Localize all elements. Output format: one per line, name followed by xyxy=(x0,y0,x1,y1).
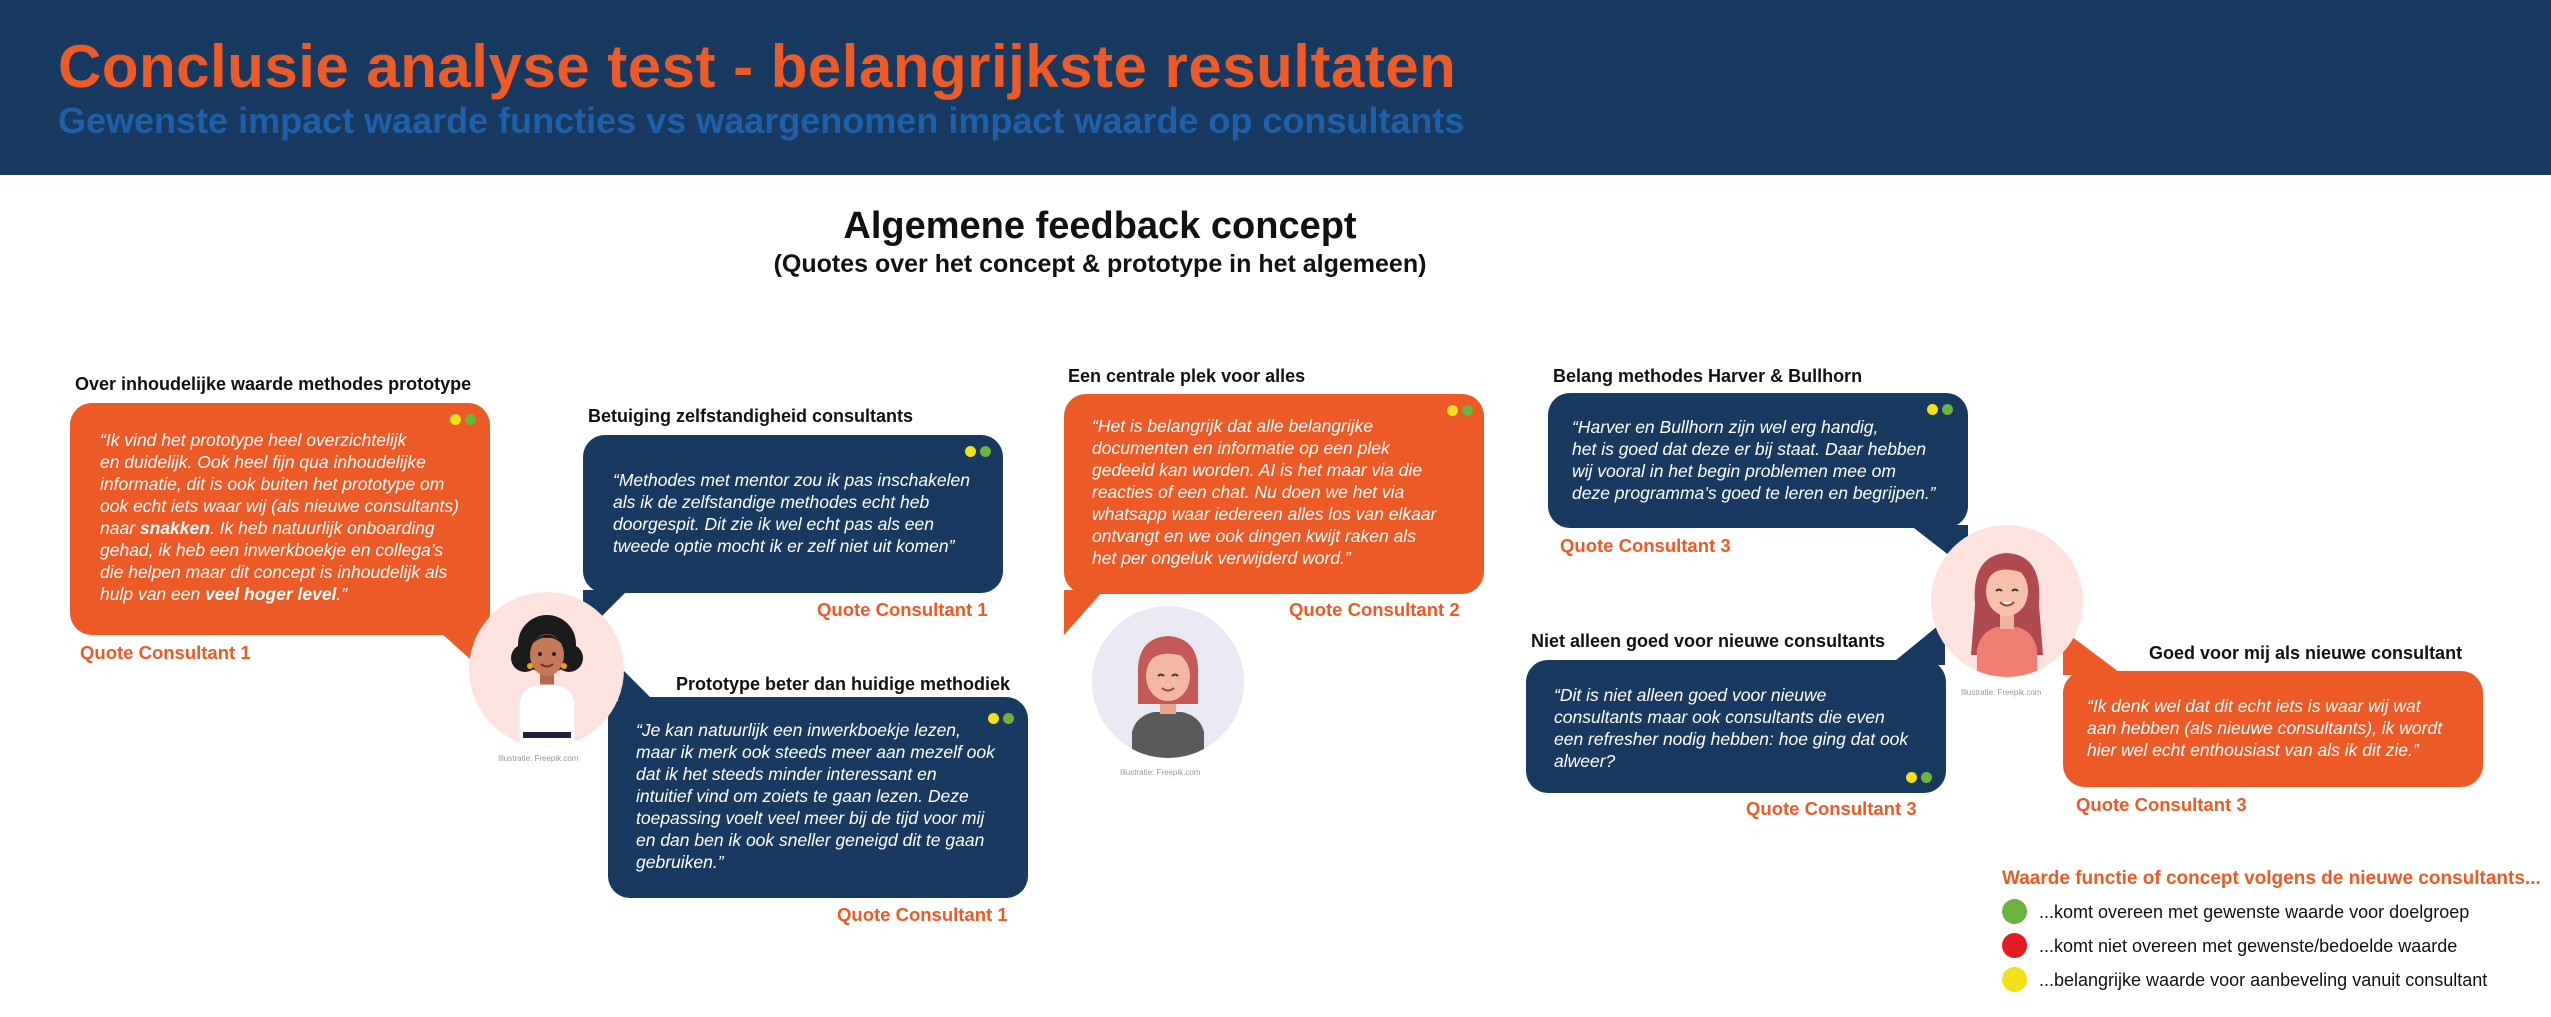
quote-segment: consultants maar ook consultants die even xyxy=(1554,707,1885,727)
quote-emphasis: veel hoger level xyxy=(205,584,337,604)
quote-text xyxy=(1092,415,1477,569)
quote-line xyxy=(1572,482,1964,504)
quote-heading: Niet alleen goed voor nieuwe consultants xyxy=(1531,631,1886,651)
quote-segment: “Je kan natuurlijk een inwerkboekje lezen, xyxy=(636,720,961,740)
quote-segment: ontvangt en we ook dingen kwijt raken als xyxy=(1092,526,1416,546)
legend-label: ...belangrijke waarde voor aanbeveling vanuit consultant xyxy=(2039,970,2488,990)
quote-text xyxy=(636,719,1021,873)
quote-line xyxy=(613,491,993,513)
quote-segment: hulp van een xyxy=(100,584,206,604)
woman-dark-curly-hair-avatar-icon xyxy=(469,592,624,747)
quote-segment: “Methodes met mentor zou ik pas inschakelen xyxy=(613,470,970,490)
quote-segment: het per ongeluk verwijderd word.” xyxy=(1092,548,1351,568)
quote-segment: alweer? xyxy=(1554,751,1616,771)
illustration-credit: Illustratie: Freepik.com xyxy=(498,754,579,763)
quote-segment: “Harver en Bullhorn zijn wel erg handig, xyxy=(1572,417,1879,437)
consultant-avatar-3 xyxy=(1931,525,2083,677)
quote-segment: als ik de zelfstandige methodes echt heb xyxy=(613,492,930,512)
quote-segment: tweede optie mocht ik er zelf niet uit komen” xyxy=(613,536,955,556)
page-title: Conclusie analyse test - belangrijkste resultaten xyxy=(58,33,1457,100)
woman-bob-haircut-avatar-icon xyxy=(1092,606,1244,758)
quote-line xyxy=(1554,684,1939,706)
rating-dots xyxy=(1906,772,1936,784)
quote-segment: “Ik denk wel dat dit echt iets is waar wij wat xyxy=(2087,696,2421,716)
consultant-avatar-1 xyxy=(469,592,624,747)
quote-line xyxy=(1092,459,1477,481)
rating-dot-yellow xyxy=(1906,772,1917,783)
quote-line xyxy=(1092,437,1477,459)
quote-emphasis: snakken xyxy=(139,518,210,538)
quote-line xyxy=(636,851,1021,873)
quote-attribution: Quote Consultant 3 xyxy=(2076,794,2247,815)
quote-line xyxy=(636,785,1021,807)
quote-line xyxy=(636,763,1021,785)
quote-line xyxy=(1572,416,1964,438)
quote-line xyxy=(1092,525,1477,547)
quote-line xyxy=(1572,460,1964,482)
quote-segment: en dan ben ik ook sneller geneigd dit te gaan xyxy=(636,830,985,850)
rating-dot-green xyxy=(465,414,476,425)
quote-segment: informatie, dit is ook buiten het prototype om xyxy=(100,474,445,494)
quote-segment: een refresher nodig hebben: hoe ging dat ook xyxy=(1554,729,1909,749)
rating-dots xyxy=(1927,404,1957,416)
quote-heading: Goed voor mij als nieuwe consultant xyxy=(2149,643,2463,663)
quote-line xyxy=(100,451,480,473)
quote-line xyxy=(1554,728,1939,750)
quote-line xyxy=(100,517,480,539)
quote-segment: doorgespit. Dit zie ik wel echt pas als een xyxy=(613,514,934,534)
quote-segment: “Dit is niet alleen goed voor nieuwe xyxy=(1554,685,1827,705)
quote-bubble xyxy=(608,697,1028,898)
quote-segment: . Ik heb natuurlijk onboarding xyxy=(209,518,435,538)
quote-segment: toepassing voelt veel meer bij de tijd voor mij xyxy=(636,808,985,828)
quote-heading: Over inhoudelijke waarde methodes prototype xyxy=(75,374,472,394)
quote-line xyxy=(100,561,480,583)
quote-bubble xyxy=(1548,393,1968,528)
quote-line xyxy=(636,719,1021,741)
quote-line xyxy=(2087,717,2479,739)
quote-text xyxy=(613,469,993,557)
quote-line xyxy=(100,429,480,451)
quote-segment: .” xyxy=(336,584,348,604)
quote-segment: “Het is belangrijk dat alle belangrijke xyxy=(1092,416,1374,436)
quote-text xyxy=(1554,684,1939,772)
quote-line xyxy=(613,513,993,535)
illustration-credit: Illustratie: Freepik.com xyxy=(1120,768,1201,777)
quote-bubble xyxy=(583,435,1003,593)
quote-line xyxy=(2087,695,2479,717)
quote-segment: reacties of een chat. Nu doen we het via xyxy=(1092,482,1405,502)
legend-label: ...komt overeen met gewenste waarde voor doelgroep xyxy=(2039,902,2470,922)
quote-line xyxy=(2087,739,2479,761)
legend-dot-yellow xyxy=(2002,967,2027,992)
rating-dots xyxy=(450,414,480,426)
quote-segment: die helpen maar dit concept is inhoudelijk als xyxy=(100,562,448,582)
header-banner xyxy=(0,0,2551,175)
quote-segment: hier wel echt enthousiast van als ik dit zie.” xyxy=(2087,740,2419,760)
quote-segment: documenten en informatie op een plek xyxy=(1092,438,1390,458)
rating-dot-yellow xyxy=(450,414,461,425)
quote-heading: Een centrale plek voor alles xyxy=(1068,366,1306,386)
quote-text xyxy=(1572,416,1964,504)
quote-segment: intuitief vind om zoiets te gaan lezen. Deze xyxy=(636,786,969,806)
quote-bubble xyxy=(1526,660,1946,793)
quote-line xyxy=(100,473,480,495)
quote-bubble xyxy=(1064,394,1484,594)
quote-line xyxy=(613,469,993,491)
quote-segment: het is goed dat deze er bij staat. Daar hebben xyxy=(1572,439,1927,459)
quote-line xyxy=(636,741,1021,763)
quote-line xyxy=(1092,481,1477,503)
quote-segment: wij vooral in het begin problemen mee om xyxy=(1572,461,1896,481)
legend-label: ...komt niet overeen met gewenste/bedoelde waarde xyxy=(2039,936,2458,956)
quote-heading: Betuiging zelfstandigheid consultants xyxy=(588,406,914,426)
quote-line xyxy=(1092,503,1477,525)
quote-line xyxy=(1554,750,1939,772)
rating-dot-yellow xyxy=(965,446,976,457)
quote-segment: deze programma’s goed te leren en begrijpen.” xyxy=(1572,483,1936,503)
quote-segment: en duidelijk. Ook heel fijn qua inhoudelijke xyxy=(100,452,426,472)
quote-text xyxy=(100,429,480,605)
quote-segment: naar xyxy=(100,518,140,538)
quote-line xyxy=(100,539,480,561)
quote-segment: gehad, ik heb een inwerkboekje en collega’s xyxy=(100,540,444,560)
quote-segment: dat ik het steeds minder interessant en xyxy=(636,764,937,784)
quote-attribution: Quote Consultant 1 xyxy=(80,642,251,663)
quote-line xyxy=(636,807,1021,829)
quote-attribution: Quote Consultant 3 xyxy=(1746,798,1917,819)
quote-line xyxy=(1092,547,1477,569)
legend-dot-green xyxy=(2002,899,2027,924)
quote-segment: whatsapp waar iedereen alles los van elkaar xyxy=(1092,504,1437,524)
quote-attribution: Quote Consultant 1 xyxy=(817,599,988,620)
illustration-credit: Illustratie: Freepik.com xyxy=(1961,688,2042,697)
quote-attribution: Quote Consultant 3 xyxy=(1560,535,1731,556)
quote-attribution: Quote Consultant 1 xyxy=(837,904,1008,925)
rating-dots xyxy=(965,446,995,458)
quote-line xyxy=(100,495,480,517)
legend-dot-red xyxy=(2002,933,2027,958)
quote-line xyxy=(1092,415,1477,437)
section-subtitle: (Quotes over het concept & prototype in het algemeen) xyxy=(773,250,1427,278)
quote-line xyxy=(1554,706,1939,728)
legend-title: Waarde functie of concept volgens de nieuwe consultants... xyxy=(2002,868,2541,889)
quote-bubble xyxy=(70,403,490,635)
quote-heading: Prototype beter dan huidige methodiek xyxy=(676,674,1011,694)
bubble-tail xyxy=(1064,590,1104,635)
quote-attribution: Quote Consultant 2 xyxy=(1289,599,1460,620)
quote-segment: maar ik merk ook steeds meer aan mezelf ook xyxy=(636,742,995,762)
quote-bubble xyxy=(2063,671,2483,787)
quote-line xyxy=(636,829,1021,851)
quote-segment: “Ik vind het prototype heel overzichtelijk xyxy=(100,430,407,450)
rating-dot-green xyxy=(980,446,991,457)
quote-segment: gedeeld kan worden. AI is het maar via die xyxy=(1092,460,1423,480)
quote-line xyxy=(613,535,993,557)
rating-dot-green xyxy=(1942,404,1953,415)
rating-dot-yellow xyxy=(1927,404,1938,415)
woman-long-hair-smiling-avatar-icon xyxy=(1931,525,2083,677)
quote-heading: Belang methodes Harver & Bullhorn xyxy=(1553,366,1863,386)
quote-text xyxy=(2087,695,2479,761)
section-title: Algemene feedback concept xyxy=(843,205,1357,247)
quote-segment: aan hebben (als nieuwe consultants), ik wordt xyxy=(2087,718,2443,738)
quote-line xyxy=(100,583,480,605)
quote-line xyxy=(1572,438,1964,460)
consultant-avatar-2 xyxy=(1092,606,1244,758)
rating-dot-green xyxy=(1921,772,1932,783)
quote-segment: ook echt iets waar wij (als nieuwe consultants) xyxy=(100,496,459,516)
quote-segment: gebruiken.” xyxy=(636,852,724,872)
page-subtitle: Gewenste impact waarde functies vs waargenomen impact waarde op consultants xyxy=(58,100,1465,141)
